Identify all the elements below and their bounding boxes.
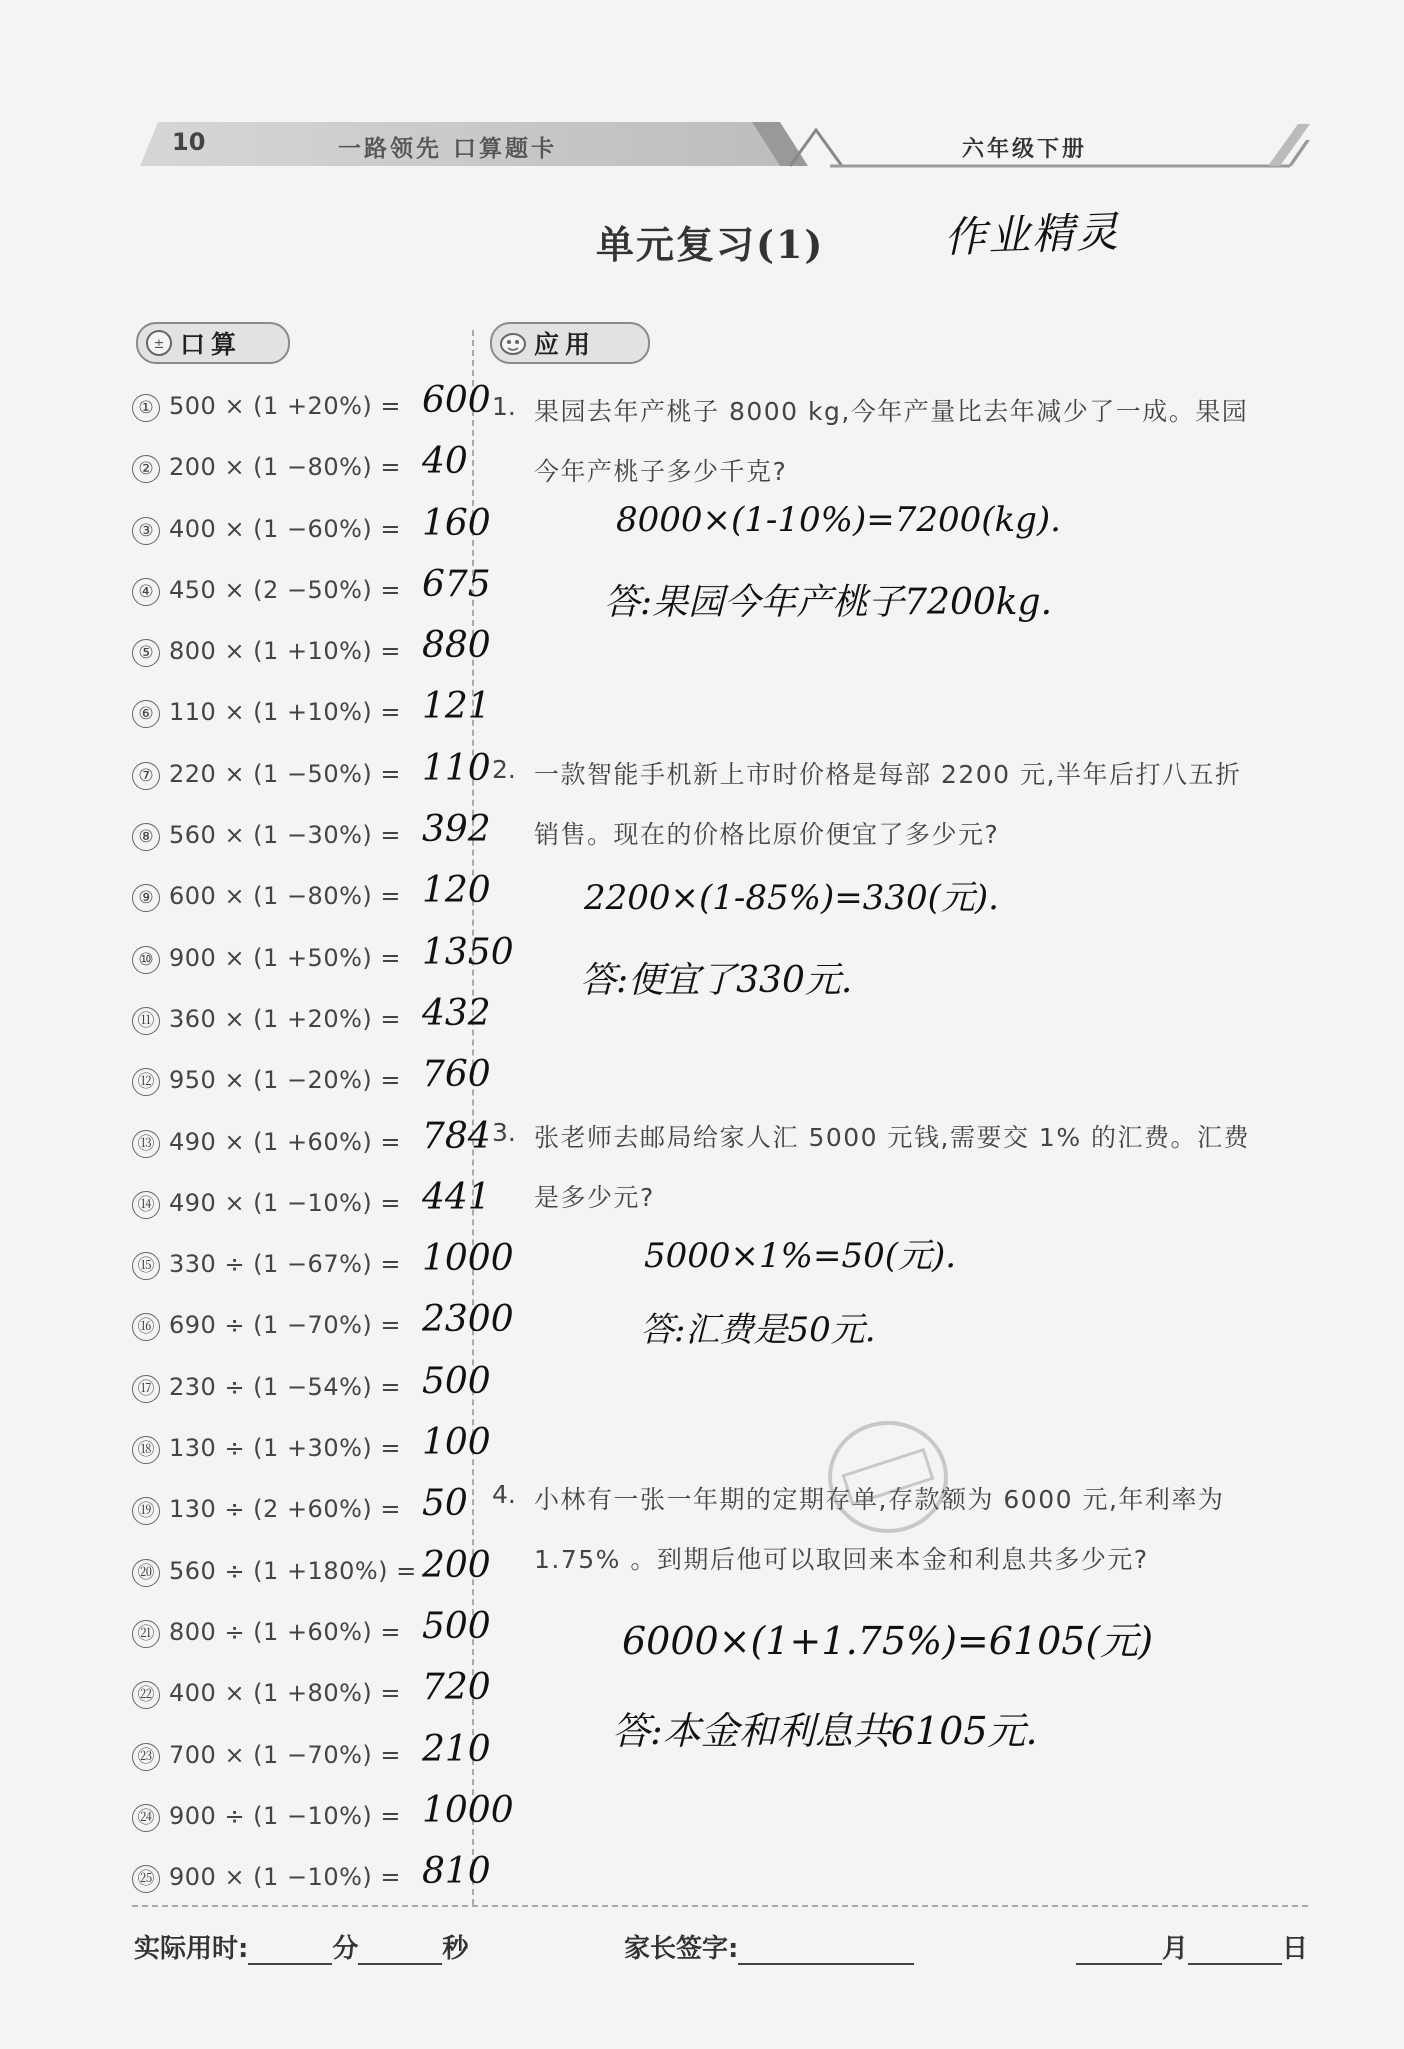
problem-text-line-2: 销售。现在的价格比原价便宜了多少元? [534,820,1000,849]
item-number: ⑫ [132,1068,160,1096]
expression: 900 × (1 −10%) = [169,1863,401,1892]
item-number: ① [132,394,160,422]
item-number: ⑰ [132,1375,160,1403]
handwritten-answer: 500 [422,1605,491,1647]
handwritten-work-3: 5000×1%=50(元). [644,1236,957,1276]
handwritten-answer: 50 [422,1483,468,1525]
page-title: 单元复习(1) [596,222,825,267]
item-number: ㉓ [132,1743,160,1771]
handwritten-answer: 392 [422,809,491,851]
handwritten-answer: 760 [422,1054,491,1096]
expression: 600 × (1 −80%) = [169,882,401,911]
cartoon-icon [498,328,528,358]
problem-text-line-2: 今年产桃子多少千克? [534,457,788,486]
oral-calc-row [132,1360,491,1428]
month-blank[interactable] [1076,1939,1162,1965]
parent-label: 家长签字: [624,1934,739,1964]
handwritten-answer: 210 [422,1728,491,1770]
expression: 220 × (1 −50%) = [169,759,401,788]
handwritten-answer: 121 [422,686,491,728]
handwritten-answer: 1000 [422,1238,514,1280]
oral-calc-row [132,747,491,815]
item-number: ⑩ [132,946,160,974]
oral-section-label: 口算 [180,330,243,359]
svg-text:±: ± [153,337,165,352]
footer-divider [132,1905,1308,1907]
item-number: ⑮ [132,1252,160,1280]
handwritten-answer: 100 [422,1422,491,1464]
expression: 800 × (1 +10%) = [169,637,401,666]
expression: 490 × (1 −10%) = [169,1188,401,1217]
handwritten-answer-2: 答:便宜了330元. [580,960,853,1001]
handwritten-answer: 880 [422,625,491,667]
faint-stamp-icon [826,1418,950,1536]
parent-signature [624,1928,914,1965]
minutes-label: 分 [332,1934,359,1964]
oral-calc-row [132,870,491,937]
series-title: 一路领先 口算题卡 [338,135,558,162]
day-label: 日 [1282,1934,1309,1964]
expression: 700 × (1 −70%) = [169,1740,401,1769]
problem-number: 3. [492,1118,516,1147]
handwritten-answer: 600 [422,380,491,421]
handwritten-answer: 120 [422,870,491,912]
book-label: 六年级下册 [962,136,1088,162]
problem-text-line-1: 小林有一张一年期的定期存单,存款额为 6000 元,年利率为 [534,1485,1225,1514]
oral-calc-row [132,1054,491,1121]
problem-text-line-1: 张老师去邮局给家人汇 5000 元钱,需要交 1% 的汇费。汇费 [534,1123,1251,1152]
oral-calc-row [132,1851,491,1918]
handwritten-answer: 2300 [422,1299,514,1341]
item-number: ㉑ [132,1620,160,1648]
oral-calc-row [132,1667,491,1734]
expression: 560 × (1 −30%) = [169,821,401,850]
oral-calc-row [132,1605,491,1673]
problem-number: 4. [492,1480,516,1509]
item-number: ⑧ [132,823,160,851]
item-number: ㉕ [132,1865,160,1893]
expression: 500 × (1 +20%) = [169,392,401,420]
date-fields [1076,1928,1308,1965]
time-label: 实际用时: [134,1934,249,1964]
handwritten-work-2: 2200×(1-85%)=330(元). [584,878,999,918]
expression: 230 ÷ (1 −54%) = [169,1372,401,1401]
item-number: ② [132,455,160,483]
handwritten-answer-4: 答:本金和利息共6105元. [612,1709,1038,1753]
handwritten-answer: 441 [422,1176,491,1218]
oral-calc-row [132,1544,491,1612]
page-number: 10 [172,128,206,156]
oral-calc-row [132,502,491,570]
oral-calc-row [132,1789,514,1857]
time-used [134,1928,468,1965]
handwritten-answer-3: 答:汇费是50元. [640,1310,876,1350]
handwritten-answer: 1000 [422,1789,514,1831]
oral-calc-row [132,380,491,447]
item-number: ⑱ [132,1436,160,1464]
expression: 360 × (1 +20%) = [169,1004,401,1033]
expression: 130 ÷ (2 +60%) = [169,1495,401,1524]
handwritten-answer: 160 [422,502,491,544]
header-band [140,118,1310,170]
expression: 400 × (1 −60%) = [169,514,401,543]
item-number: ⑲ [132,1497,160,1525]
oral-calc-row [132,992,491,1060]
oral-calc-row [132,1483,472,1550]
expression: 900 ÷ (1 −10%) = [169,1801,401,1830]
handwritten-answer: 675 [422,563,491,605]
expression: 690 ÷ (1 −70%) = [169,1311,401,1340]
expression: 130 ÷ (1 +30%) = [169,1434,401,1463]
handwritten-answer: 500 [422,1360,491,1402]
day-blank[interactable] [1188,1939,1282,1965]
problem-text-line-2: 1.75% 。到期后他可以取回来本金和利息共多少元? [534,1545,1149,1574]
item-number: ⑨ [132,884,160,912]
problem-number: 1. [492,392,516,421]
handwritten-work-4: 6000×(1+1.75%)=6105(元) [622,1619,1154,1663]
oral-calc-row [132,931,514,999]
handwritten-answer: 784 [422,1115,491,1157]
item-number: ④ [132,578,160,606]
calculator-icon [144,328,174,358]
expression: 490 × (1 +60%) = [169,1127,401,1156]
handwritten-answer: 40 [422,441,468,483]
expression: 110 × (1 +10%) = [169,698,401,727]
problem-text-line-1: 果园去年产桃子 8000 kg,今年产量比去年减少了一成。果园 [534,397,1249,426]
signature-blank[interactable] [738,1939,914,1965]
item-number: ⑤ [132,639,160,667]
oral-calc-row [132,1176,491,1244]
oral-calc-row [132,1115,491,1183]
item-number: ③ [132,517,160,545]
applied-section-badge [490,322,650,364]
problem-number: 2. [492,755,516,784]
handwritten-answer: 1350 [422,931,514,973]
oral-section-badge [136,322,290,364]
handwritten-answer: 810 [422,1851,491,1893]
handwritten-answer: 110 [422,747,491,789]
expression: 900 × (1 +50%) = [169,943,401,972]
item-number: ⑭ [132,1191,160,1219]
handwritten-answer: 200 [422,1544,491,1586]
oral-calc-row [132,1728,491,1796]
item-number: ㉔ [132,1804,160,1832]
oral-calc-list [132,380,514,1918]
applied-section-label: 应用 [534,330,597,359]
expression: 330 ÷ (1 −67%) = [169,1250,401,1279]
problem-text-line-1: 一款智能手机新上市时价格是每部 2200 元,半年后打八五折 [534,760,1242,789]
item-number: ⑥ [132,700,160,728]
item-number: ㉒ [132,1681,160,1709]
problem-text-line-2: 是多少元? [534,1183,655,1212]
item-number: ⑦ [132,762,160,790]
oral-calc-row [132,809,491,876]
oral-calc-row [132,1422,491,1489]
item-number: ⑪ [132,1007,160,1035]
item-number: ⑬ [132,1130,160,1158]
expression: 450 × (2 −50%) = [169,575,401,604]
oral-calc-row [132,563,491,631]
oral-calc-row [132,686,491,753]
expression: 800 ÷ (1 +60%) = [169,1617,401,1646]
oral-calc-row [132,1238,514,1305]
handwritten-answer: 720 [422,1667,491,1709]
seconds-blank[interactable] [358,1939,442,1965]
handwritten-work-1: 8000×(1-10%)=7200(kg). [616,500,1061,540]
handwritten-title: 作业精灵 [943,206,1121,263]
handwritten-answer: 432 [422,992,491,1034]
expression: 560 ÷ (1 +180%) = [169,1556,417,1585]
expression: 400 × (1 +80%) = [169,1679,401,1708]
oral-calc-row [132,1299,514,1366]
month-label: 月 [1162,1934,1189,1964]
minutes-blank[interactable] [248,1939,332,1965]
item-number: ⑯ [132,1313,160,1341]
handwritten-answer-1: 答:果园今年产桃子7200kg. [604,582,1053,623]
expression: 950 × (1 −20%) = [169,1066,401,1095]
expression: 200 × (1 −80%) = [169,453,401,482]
seconds-label: 秒 [442,1934,469,1964]
oral-calc-row [132,625,491,692]
item-number: ⑳ [132,1559,160,1587]
oral-calc-row [132,441,472,508]
